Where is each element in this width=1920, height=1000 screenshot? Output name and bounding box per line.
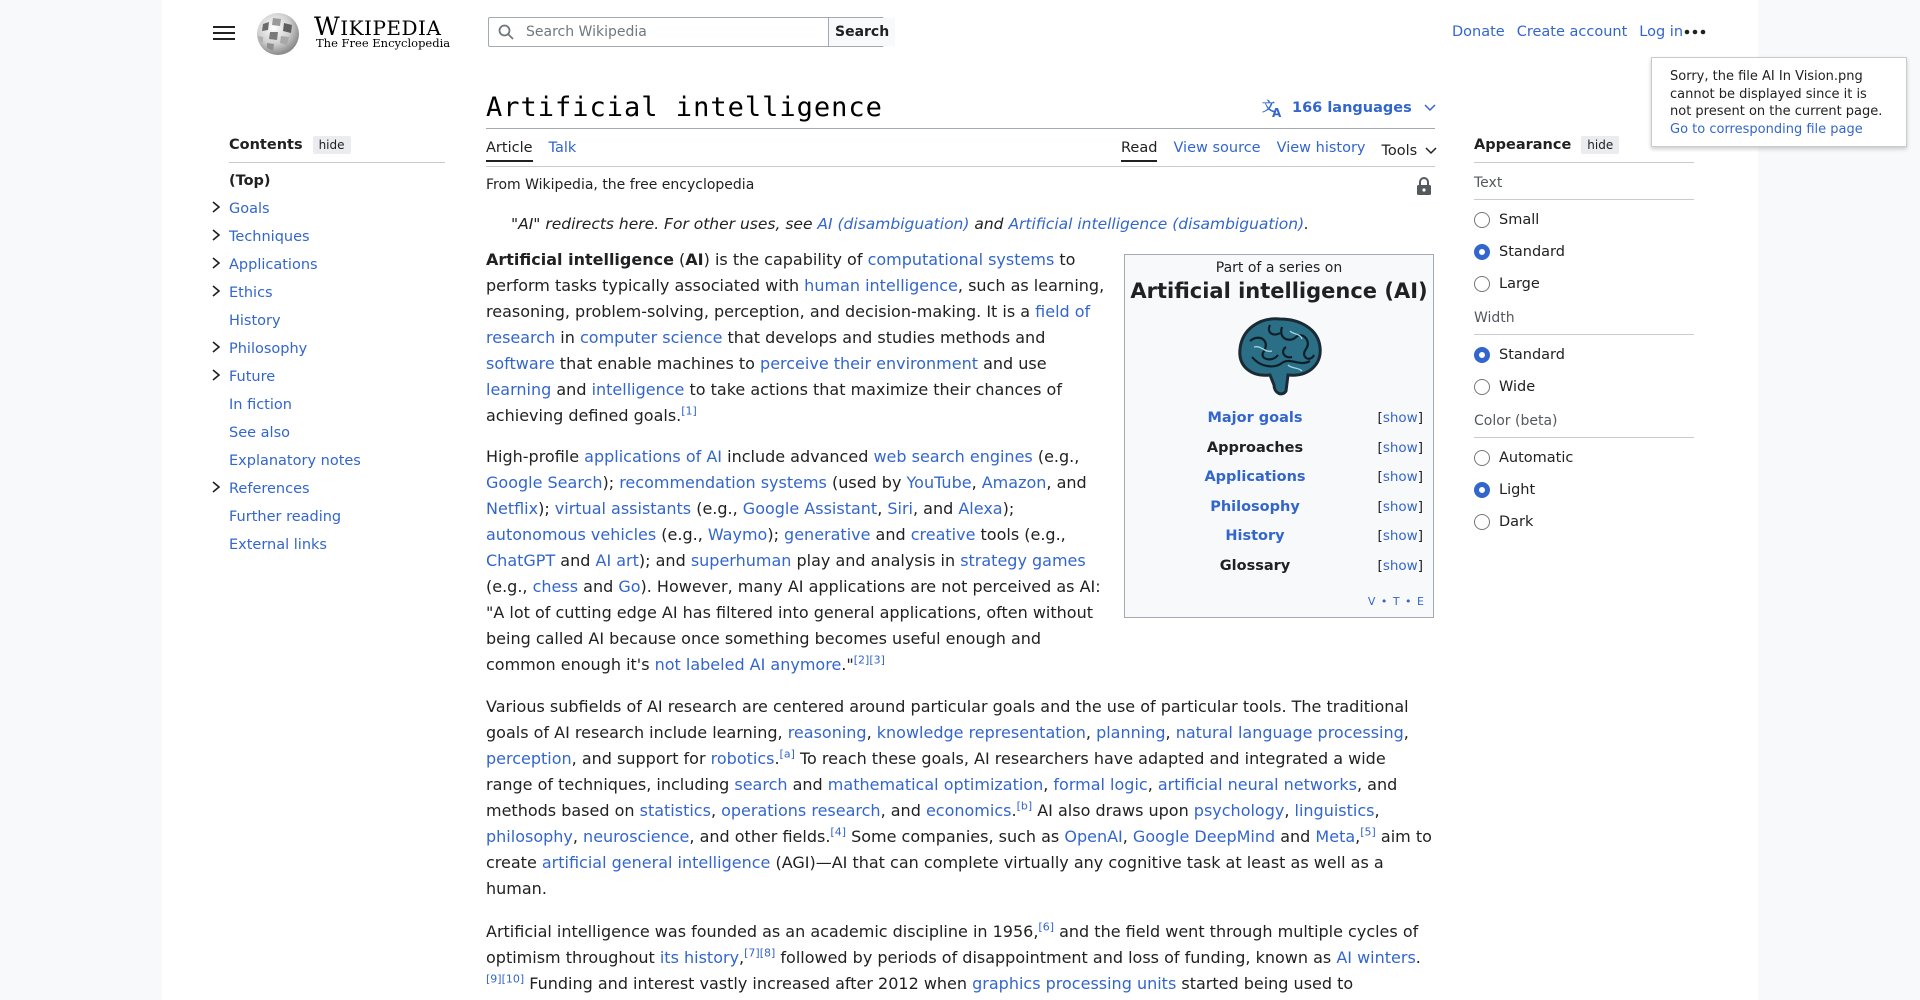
- paragraph-history: [486, 919, 1435, 997]
- link-web-search-engines[interactable]: web search engines: [873, 447, 1033, 466]
- link-psychology[interactable]: psychology: [1193, 801, 1285, 820]
- text: ,: [971, 473, 982, 492]
- chevron-right-icon[interactable]: [211, 195, 225, 223]
- link-learning[interactable]: learning: [486, 380, 552, 399]
- link-not-labeled-ai-anymore[interactable]: not labeled AI anymore: [654, 655, 842, 674]
- toc-item-label: (Top): [229, 173, 271, 189]
- radio-label: Large: [1499, 276, 1540, 292]
- more-options-icon[interactable]: [1683, 22, 1707, 42]
- link-waymo[interactable]: Waymo: [707, 525, 768, 544]
- reference-sup: [486, 973, 502, 986]
- text: (used by: [826, 473, 907, 492]
- link-its-history[interactable]: its history: [659, 948, 740, 967]
- reference-sup: [780, 748, 795, 761]
- show-link[interactable]: show: [1382, 498, 1418, 515]
- text: started being used to: [1176, 974, 1354, 993]
- text: aim to create: [486, 827, 1432, 872]
- infobox-row-major-goals: [1125, 410, 1433, 434]
- text: Various subfields of AI research are centered around particular goals and the use of particular tools. The traditional goals of AI research include learning,: [486, 697, 1409, 742]
- view-tabs: [1121, 140, 1437, 162]
- chevron-right-icon[interactable]: [211, 475, 225, 503]
- show-link[interactable]: show: [1382, 439, 1418, 456]
- hatnote-text: "AI" redirects here. For other uses, see: [511, 215, 818, 233]
- text-size-option-large[interactable]: [1474, 268, 1694, 300]
- toc-item-label: History: [229, 313, 281, 329]
- language-count: 166 languages: [1292, 100, 1412, 116]
- link-natural-language-processing[interactable]: natural language processing: [1175, 723, 1404, 742]
- tools-label: Tools: [1381, 143, 1418, 159]
- link-ai-art[interactable]: AI art: [595, 551, 639, 570]
- reference-link[interactable]: [5]: [1360, 825, 1376, 839]
- radio-button[interactable]: [1474, 244, 1490, 260]
- text: ,: [877, 499, 888, 518]
- link-formal-logic[interactable]: formal logic: [1053, 775, 1148, 794]
- text: to take actions that maximize their chances of achieving defined goals.: [486, 380, 1062, 425]
- toc-item-techniques[interactable]: [229, 223, 445, 251]
- donate-link[interactable]: Donate: [1452, 24, 1505, 40]
- toc-item-future[interactable]: [229, 363, 445, 391]
- infobox-show-toggle[interactable]: [show]: [1377, 528, 1423, 545]
- text: and: [787, 775, 828, 794]
- text: and use: [978, 354, 1047, 373]
- color-option-automatic[interactable]: [1474, 442, 1694, 474]
- link-superhuman[interactable]: superhuman: [690, 551, 792, 570]
- text: , and other fields.: [689, 827, 831, 846]
- toc-title: Contents: [229, 137, 303, 153]
- width-options: [1474, 339, 1694, 403]
- toc-item-in-fiction[interactable]: [229, 391, 445, 419]
- toc-hide-button[interactable]: hide: [313, 136, 351, 154]
- radio-button[interactable]: [1474, 276, 1490, 292]
- link-go[interactable]: Go: [618, 577, 641, 596]
- text: ,: [572, 827, 584, 846]
- popup-message: Sorry, the file AI In Vision.png cannot be displayed since it is not present on the current page.: [1670, 69, 1883, 119]
- text: ,: [1355, 827, 1361, 846]
- lock-icon[interactable]: [1415, 176, 1433, 196]
- radio-label: Light: [1499, 482, 1536, 498]
- reference-sup: [1360, 826, 1376, 839]
- link-neuroscience[interactable]: neuroscience: [583, 827, 690, 846]
- link-computational-systems[interactable]: computational systems: [867, 250, 1055, 269]
- toc-item-see-also[interactable]: [229, 419, 445, 447]
- link-openai[interactable]: OpenAI: [1064, 827, 1123, 846]
- link-artificial-general-intelligence[interactable]: artificial general intelligence: [541, 853, 771, 872]
- link-intelligence[interactable]: intelligence: [591, 380, 685, 399]
- width-label: Width: [1474, 310, 1694, 335]
- link-computer-science[interactable]: computer science: [579, 328, 723, 347]
- toc-item-label: Philosophy: [229, 341, 308, 357]
- width-option-wide[interactable]: [1474, 371, 1694, 403]
- text: (e.g.,: [1032, 447, 1080, 466]
- toc-list: [229, 167, 445, 559]
- text: in: [555, 328, 580, 347]
- search-field-wrapper[interactable]: [489, 18, 828, 46]
- link-strategy-games[interactable]: strategy games: [960, 551, 1086, 570]
- svg-text:A: A: [1272, 106, 1282, 118]
- ai-intelligence-disambiguation-link[interactable]: Artificial intelligence (disambiguation): [1008, 215, 1305, 233]
- toc-item-explanatory-notes[interactable]: [229, 447, 445, 475]
- infobox-row-label[interactable]: Major goals: [1207, 410, 1303, 426]
- text: (e.g.,: [486, 577, 533, 596]
- text: and: [551, 380, 592, 399]
- color-options: [1474, 442, 1694, 538]
- bold-term: Artificial intelligence: [486, 250, 674, 269]
- toc-header: [229, 136, 445, 163]
- text: ,: [1122, 827, 1133, 846]
- toc-item-label: Ethics: [229, 285, 273, 301]
- color-label: Color (beta): [1474, 413, 1694, 438]
- link-human-intelligence[interactable]: human intelligence: [804, 276, 958, 295]
- radio-button[interactable]: [1474, 347, 1490, 363]
- link-meta[interactable]: Meta: [1315, 827, 1356, 846]
- link-economics[interactable]: economics: [925, 801, 1012, 820]
- reference-sup: [1038, 921, 1054, 934]
- wikipedia-tagline: The Free Encyclopedia: [316, 36, 451, 50]
- toc-item-label: Explanatory notes: [229, 453, 361, 469]
- radio-label: Dark: [1499, 514, 1534, 530]
- text: .: [1011, 801, 1017, 820]
- chevron-right-icon[interactable]: [211, 279, 225, 307]
- text-size-option-small[interactable]: [1474, 204, 1694, 236]
- link-philosophy[interactable]: philosophy: [486, 827, 573, 846]
- radio-label: Automatic: [1499, 450, 1574, 466]
- chevron-right-icon[interactable]: [211, 363, 225, 391]
- reference-link[interactable]: [7]: [744, 946, 760, 960]
- reference-sup: [681, 405, 697, 418]
- text: ,: [866, 723, 877, 742]
- text: followed by periods of disappointment and loss of funding, known as: [775, 948, 1337, 967]
- reference-link[interactable]: [2]: [853, 653, 870, 667]
- appearance-hide-button[interactable]: hide: [1581, 136, 1619, 154]
- text: , and: [913, 499, 959, 518]
- toc-item-label: Techniques: [229, 229, 310, 245]
- text: , such as learning, reasoning, problem-solving, perception, and decision-making. It is a: [486, 276, 1105, 321]
- radio-label: Small: [1499, 212, 1540, 228]
- text: (e.g.,: [656, 525, 708, 544]
- ai-disambiguation-link[interactable]: AI (disambiguation): [817, 215, 970, 233]
- infobox-row-label: Glossary: [1219, 558, 1291, 574]
- text: ,: [710, 801, 722, 820]
- page: [162, 0, 1758, 1000]
- infobox-show-toggle[interactable]: [show]: [1377, 469, 1423, 486]
- text: ,: [1374, 801, 1380, 820]
- tab-article[interactable]: Article: [486, 140, 533, 162]
- toc-item-external-links[interactable]: [229, 531, 445, 559]
- link-chatgpt[interactable]: ChatGPT: [486, 551, 556, 570]
- text: Some companies, such as: [846, 827, 1065, 846]
- user-links: [1452, 24, 1683, 40]
- show-link[interactable]: show: [1382, 558, 1418, 574]
- toc-item-label: Further reading: [229, 509, 342, 525]
- text: ,: [1403, 723, 1409, 742]
- text: );: [767, 525, 785, 544]
- infobox-row-label[interactable]: Applications: [1204, 469, 1306, 486]
- text: .: [1415, 948, 1421, 967]
- text: );: [602, 473, 620, 492]
- toc-item-label: External links: [229, 537, 327, 553]
- link-operations-research[interactable]: operations research: [721, 801, 881, 820]
- link-amazon[interactable]: Amazon: [981, 473, 1047, 492]
- radio-label: Standard: [1499, 244, 1565, 260]
- show-link[interactable]: show: [1382, 469, 1418, 486]
- text: AI also draws upon: [1032, 801, 1194, 820]
- link-chess[interactable]: chess: [532, 577, 579, 596]
- infobox-row-history: [1125, 528, 1433, 552]
- link-google-deepmind[interactable]: Google DeepMind: [1132, 827, 1276, 846]
- search-button[interactable]: Search: [828, 18, 895, 46]
- link-siri[interactable]: Siri: [887, 499, 913, 518]
- table-of-contents: [229, 136, 445, 559]
- text: , and support for: [571, 749, 711, 768]
- text: (e.g.,: [691, 499, 743, 518]
- text: .: [774, 749, 780, 768]
- text: ,: [739, 948, 745, 967]
- text: play and analysis in: [791, 551, 961, 570]
- svg-text:文: 文: [1262, 100, 1276, 115]
- text: ,: [1284, 801, 1295, 820]
- show-link[interactable]: show: [1382, 410, 1418, 426]
- reference-link[interactable]: [8]: [759, 946, 776, 960]
- reference-link[interactable]: [1]: [681, 404, 697, 418]
- link-google-search[interactable]: Google Search: [486, 473, 603, 492]
- file-not-present-popup: [1651, 57, 1907, 147]
- text-size-option-standard[interactable]: [1474, 236, 1694, 268]
- tab-read[interactable]: Read: [1121, 140, 1157, 162]
- link-applications-of-ai[interactable]: applications of AI: [584, 447, 723, 466]
- radio-button[interactable]: [1474, 212, 1490, 228]
- paragraph-applications: [486, 444, 1106, 678]
- log-in-link[interactable]: Log in: [1639, 24, 1684, 40]
- text: ). However, many AI applications are not perceived as AI: "A lot of cutting edge AI has filtered into general applications, often without being called AI because once something becomes useful enough and common enough it's: [486, 577, 1101, 674]
- link-ai-winters[interactable]: AI winters: [1336, 948, 1416, 967]
- reference-sup: [854, 654, 870, 667]
- toc-item-ethics[interactable]: [229, 279, 445, 307]
- infobox-row-label[interactable]: Philosophy: [1210, 498, 1300, 515]
- namespace-tabs: [486, 140, 576, 162]
- toc-item-goals[interactable]: [229, 195, 445, 223]
- paragraph-subfields: [486, 694, 1435, 902]
- reference-sup: [1017, 800, 1033, 813]
- tab-view-source[interactable]: View source: [1173, 140, 1261, 156]
- toc-item-label: Future: [229, 369, 276, 385]
- reference-link[interactable]: [6]: [1038, 920, 1055, 934]
- link-field-of-research[interactable]: field of research: [486, 302, 1091, 347]
- reference-sup: [744, 947, 760, 960]
- chevron-right-icon[interactable]: [211, 251, 225, 279]
- infobox-row-label[interactable]: History: [1225, 528, 1285, 545]
- toc-item-further-reading[interactable]: [229, 503, 445, 531]
- infobox-row-applications: [1125, 469, 1433, 493]
- link-alexa[interactable]: Alexa: [958, 499, 1003, 518]
- link-autonomous-vehicles[interactable]: autonomous vehicles: [486, 525, 657, 544]
- text: High-profile: [486, 447, 585, 466]
- text: ,: [1085, 723, 1097, 742]
- toc-item-label: Goals: [229, 201, 270, 217]
- toc-item-history[interactable]: [229, 307, 445, 335]
- text: ) is the capability of: [703, 250, 868, 269]
- text: ,: [1043, 775, 1054, 794]
- text: );: [538, 499, 555, 518]
- infobox-row-label: Approaches: [1206, 439, 1304, 456]
- go-to-file-page-link[interactable]: Go to corresponding file page: [1670, 121, 1863, 137]
- text: , and: [1046, 473, 1087, 492]
- site-sub: From Wikipedia, the free encyclopedia: [486, 177, 755, 193]
- chevron-down-icon: [1424, 104, 1436, 112]
- infobox-show-toggle[interactable]: [show]: [1377, 558, 1423, 574]
- tab-talk[interactable]: Talk: [548, 140, 577, 156]
- text: to perform tasks typically associated with: [486, 250, 1076, 295]
- infobox-title[interactable]: Artificial intelligence (AI): [1130, 279, 1428, 303]
- toc-item-applications[interactable]: [229, 251, 445, 279]
- toc-item-references[interactable]: [229, 475, 445, 503]
- wikipedia-wordmark[interactable]: WIKIPEDIA: [314, 12, 442, 41]
- link-mathematical-optimization[interactable]: mathematical optimization: [827, 775, 1044, 794]
- text: );: [1002, 499, 1015, 518]
- create-account-link[interactable]: Create account: [1516, 24, 1628, 40]
- language-icon: [1262, 98, 1284, 118]
- reference-link[interactable]: [4]: [830, 825, 846, 839]
- infobox-show-toggle[interactable]: [show]: [1377, 410, 1423, 426]
- link-virtual-assistants[interactable]: virtual assistants: [554, 499, 692, 518]
- link-linguistics[interactable]: linguistics: [1294, 801, 1375, 820]
- infobox-sidebar: [1124, 254, 1434, 618]
- page-title: Artificial intelligence: [486, 92, 883, 123]
- text: ,: [1165, 723, 1176, 742]
- reference-link[interactable]: [a]: [779, 747, 795, 761]
- width-option-standard[interactable]: [1474, 339, 1694, 371]
- link-google-assistant[interactable]: Google Assistant: [742, 499, 878, 518]
- infobox-show-toggle[interactable]: [show]: [1377, 498, 1423, 515]
- infobox-row-glossary: [1125, 558, 1433, 582]
- show-link[interactable]: show: [1382, 528, 1418, 545]
- toc-item-label: See also: [229, 425, 290, 441]
- text: and the field went through multiple cycles of optimism throughout: [486, 922, 1419, 967]
- toc-item-philosophy[interactable]: [229, 335, 445, 363]
- main-menu-icon[interactable]: [213, 22, 235, 42]
- text-size-label: Text: [1474, 175, 1694, 200]
- link-reasoning[interactable]: reasoning: [787, 723, 867, 742]
- toc-item-label: References: [229, 481, 310, 497]
- text: and: [870, 525, 911, 544]
- reference-link[interactable]: [3]: [869, 653, 885, 667]
- reference-sup: [760, 947, 776, 960]
- radio-button[interactable]: [1474, 450, 1490, 466]
- chevron-right-icon[interactable]: [211, 223, 225, 251]
- language-selector[interactable]: [1262, 98, 1436, 118]
- text: , and: [880, 801, 926, 820]
- hatnote-text: and: [969, 215, 1009, 233]
- chevron-right-icon[interactable]: [211, 335, 225, 363]
- wikipedia-globe-logo[interactable]: [253, 10, 303, 56]
- appearance-panel: [1474, 136, 1694, 538]
- link-generative[interactable]: generative: [784, 525, 871, 544]
- search-bar: [488, 17, 890, 47]
- text: that enable machines to: [554, 354, 761, 373]
- text: tools (e.g.,: [975, 525, 1066, 544]
- title-divider: [486, 128, 1435, 129]
- toc-item-label: Applications: [229, 257, 318, 273]
- reference-link[interactable]: [10]: [501, 972, 525, 986]
- paragraph-intro: [486, 247, 1106, 429]
- link-statistics[interactable]: statistics: [639, 801, 711, 820]
- link-software[interactable]: software: [486, 354, 555, 373]
- text: and: [578, 577, 619, 596]
- link-knowledge-representation[interactable]: knowledge representation: [876, 723, 1086, 742]
- reference-sup: [830, 826, 846, 839]
- reference-sup: [869, 654, 885, 667]
- link-youtube[interactable]: YouTube: [906, 473, 972, 492]
- link-perception[interactable]: perception: [486, 749, 572, 768]
- text: and: [555, 551, 596, 570]
- chevron-down-icon: [1425, 147, 1437, 155]
- infobox-row-approaches: [1125, 440, 1433, 464]
- infobox-show-toggle[interactable]: [show]: [1377, 439, 1423, 456]
- radio-button[interactable]: [1474, 514, 1490, 530]
- radio-label: Wide: [1499, 379, 1536, 395]
- navbox-vte-links[interactable]: V • T • E: [1367, 595, 1425, 608]
- toc-item-label: In fiction: [229, 397, 292, 413]
- text: ,: [1147, 775, 1158, 794]
- tools-menu[interactable]: [1382, 140, 1438, 162]
- link-graphics-processing-units[interactable]: graphics processing units: [972, 974, 1177, 993]
- link-artificial-neural-networks[interactable]: artificial neural networks: [1157, 775, 1357, 794]
- text: (AGI)—AI that can complete virtually any cognitive task at least as well as a human.: [486, 853, 1384, 898]
- text: ); and: [638, 551, 691, 570]
- link-creative[interactable]: creative: [910, 525, 976, 544]
- appearance-title: Appearance: [1474, 137, 1572, 153]
- text: .": [841, 655, 854, 674]
- text: (: [673, 250, 686, 269]
- tab-view-history[interactable]: View history: [1276, 140, 1366, 156]
- radio-label: Standard: [1499, 347, 1565, 363]
- reference-sup: [502, 973, 525, 986]
- reference-link[interactable]: [b]: [1016, 799, 1033, 813]
- text: , and methods based on: [486, 775, 1398, 820]
- text: Artificial intelligence was founded as an academic discipline in 1956,: [486, 922, 1039, 941]
- brain-icon[interactable]: [1230, 311, 1330, 403]
- infobox-series-label: Part of a series on: [1215, 260, 1343, 276]
- link-recommendation-systems[interactable]: recommendation systems: [619, 473, 827, 492]
- toc-item-top[interactable]: [229, 167, 445, 195]
- color-option-light[interactable]: [1474, 474, 1694, 506]
- bold-term: AI: [685, 250, 704, 269]
- tabs-divider: [486, 166, 1435, 167]
- color-option-dark[interactable]: [1474, 506, 1694, 538]
- text-size-options: [1474, 204, 1694, 300]
- radio-button[interactable]: [1474, 482, 1490, 498]
- text: that develops and studies methods and: [722, 328, 1046, 347]
- hatnote-text: .: [1304, 215, 1310, 233]
- text: Funding and interest vastly increased after 2012 when: [524, 974, 973, 993]
- text: include advanced: [722, 447, 874, 466]
- link-planning[interactable]: planning: [1096, 723, 1166, 742]
- reference-link[interactable]: [9]: [486, 972, 502, 986]
- link-perceive-their-environment[interactable]: perceive their environment: [760, 354, 979, 373]
- text: and: [1275, 827, 1316, 846]
- link-netflix[interactable]: Netflix: [486, 499, 539, 518]
- search-icon: [498, 24, 514, 40]
- search-input[interactable]: [524, 23, 828, 41]
- link-robotics[interactable]: robotics: [710, 749, 775, 768]
- infobox-row-philosophy: [1125, 499, 1433, 523]
- text: To reach these goals, AI researchers have adapted and integrated a wide range of techniques, including: [486, 749, 1386, 794]
- link-search[interactable]: search: [734, 775, 788, 794]
- hatnote: [511, 215, 1309, 233]
- radio-button[interactable]: [1474, 379, 1490, 395]
